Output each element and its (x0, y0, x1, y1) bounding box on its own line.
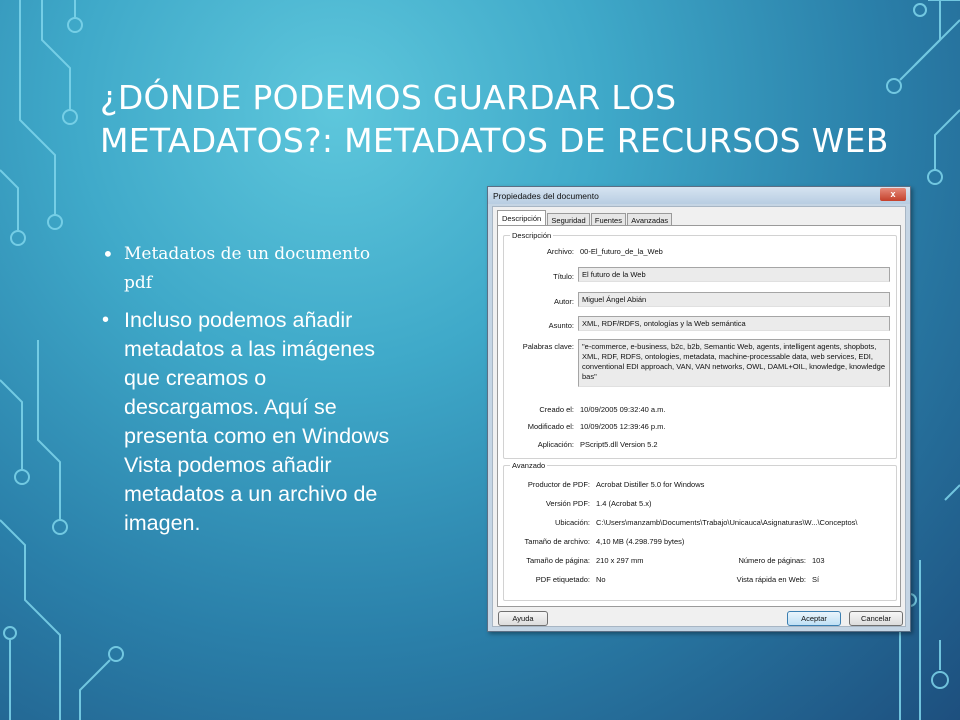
vista-rapida-label: Vista rápida en Web: (736, 575, 806, 584)
vista-rapida-value: Sí (812, 575, 820, 584)
dialog-title: Propiedades del documento (493, 191, 599, 201)
asunto-field[interactable]: XML, RDF/RDFS, ontologías y la Web semántica (578, 316, 890, 331)
bullet-text: Metadatos de un documento pdf (124, 244, 371, 293)
tamano-archivo-value: 4,10 MB (4.298.799 bytes) (596, 537, 685, 546)
bullet-item (100, 240, 400, 298)
asunto-label: Asunto: (548, 321, 574, 330)
bullet-dot: • (102, 309, 110, 331)
tab-strip (497, 210, 671, 225)
dialog-body (492, 206, 906, 627)
tab-avanzadas[interactable]: Avanzadas (627, 213, 672, 227)
etiquetado-value: No (596, 575, 606, 584)
bullet-text: Incluso podemos añadir metadatos a las imágenes que creamos o descargamos. Aquí se presenta como en Windows Vista podemos añadir metadatos a un archivo de imagen. (124, 308, 390, 535)
creado-label: Creado el: (539, 405, 574, 414)
tamano-pagina-value: 210 x 297 mm (596, 556, 644, 565)
aplicacion-label: Aplicación: (537, 440, 574, 449)
bullet-dot: • (102, 242, 114, 266)
ok-button[interactable]: Aceptar (787, 611, 841, 626)
creado-value: 10/09/2005 09:32:40 a.m. (580, 405, 666, 414)
ubicacion-value: C:\Users\manzamb\Documents\Trabajo\Unicauca\Asignaturas\W...\Conceptos\ (596, 518, 858, 527)
autor-field[interactable]: Miguel Ángel Abián (578, 292, 890, 307)
palabras-clave-field[interactable]: "e-commerce, e-business, b2c, b2b, Semantic Web, agents, intelligent agents, shopbots, XML, RDF, RDFS, ontologies, metadata, machine-processable data, web services, EDI, conventional EDI approach, VAN, VAN networks, OWL, DAML+OIL, knowledge, knowledge bas" (578, 339, 890, 387)
num-paginas-value: 103 (812, 556, 825, 565)
tamano-archivo-label: Tamaño de archivo: (524, 537, 590, 546)
archivo-label: Archivo: (546, 247, 574, 256)
help-button[interactable]: Ayuda (498, 611, 548, 626)
autor-label: Autor: (553, 297, 574, 306)
tab-descripcion[interactable]: Descripción (497, 210, 546, 226)
tab-seguridad[interactable]: Seguridad (547, 213, 589, 227)
archivo-value: 00-El_futuro_de_la_Web (580, 247, 663, 256)
description-legend: Descripción (512, 231, 552, 240)
palabras-clave-label: Palabras clave: (522, 342, 574, 351)
dialog-titlebar (488, 187, 910, 204)
modificado-value: 10/09/2005 12:39:46 p.m. (580, 422, 666, 431)
version-label: Versión PDF: (545, 499, 590, 508)
productor-value: Acrobat Distiller 5.0 for Windows (596, 480, 705, 489)
bullet-item (100, 306, 394, 538)
advanced-group (503, 461, 897, 601)
tab-panel-descripcion (497, 225, 901, 607)
version-value: 1.4 (Acrobat 5.x) (596, 499, 652, 508)
titulo-field[interactable]: El futuro de la Web (578, 267, 890, 282)
aplicacion-value: PScript5.dll Version 5.2 (580, 440, 658, 449)
num-paginas-label: Número de páginas: (738, 556, 806, 565)
close-icon[interactable]: x (880, 188, 906, 201)
etiquetado-label: PDF etiquetado: (535, 575, 590, 584)
document-properties-dialog (487, 186, 911, 632)
ubicacion-label: Ubicación: (554, 518, 590, 527)
titulo-label: Título: (553, 272, 574, 281)
bullet-list (100, 240, 400, 538)
productor-label: Productor de PDF: (527, 480, 590, 489)
description-group (503, 231, 897, 459)
slide-title: ¿DÓNDE PODEMOS GUARDAR LOS METADATOS?: METADATOS DE RECURSOS WEB (100, 78, 889, 160)
cancel-button[interactable]: Cancelar (849, 611, 903, 626)
tab-fuentes[interactable]: Fuentes (591, 213, 626, 227)
modificado-label: Modificado el: (527, 422, 574, 431)
tamano-pagina-label: Tamaño de página: (526, 556, 590, 565)
advanced-legend: Avanzado (512, 461, 546, 470)
